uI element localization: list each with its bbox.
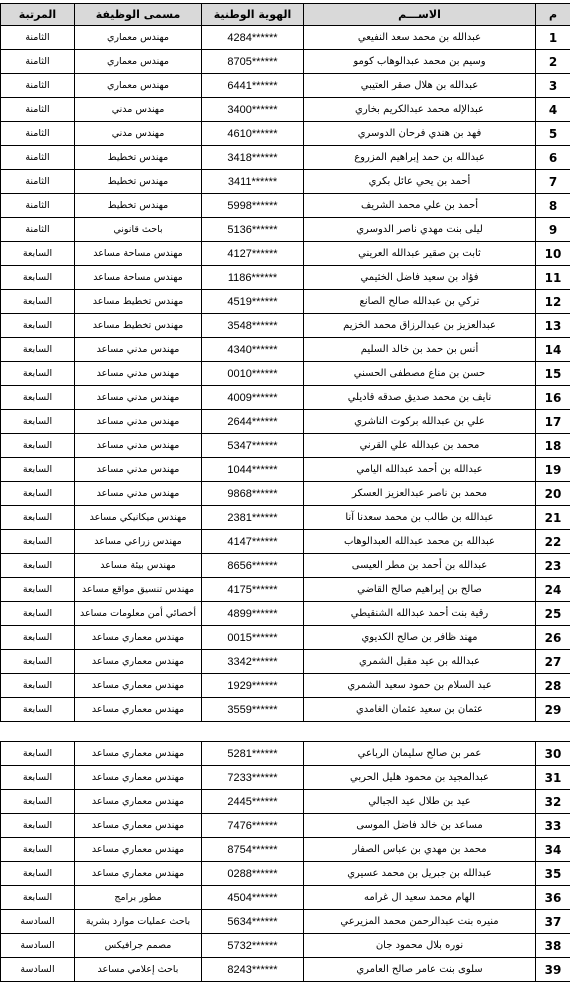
cell-name: سلوى بنت عامر صالح العامري xyxy=(304,958,536,982)
cell-name: عمر بن صالح سليمان الرباعي xyxy=(304,742,536,766)
table-row xyxy=(1,98,570,122)
cell-job: مهندس مدني مساعد xyxy=(75,386,202,410)
cell-rank: السابعة xyxy=(1,650,75,674)
cell-rank: السابعة xyxy=(1,362,75,386)
cell-name: تركي بن عبدالله صالح الصانع xyxy=(304,290,536,314)
cell-num: 12 xyxy=(536,290,570,314)
cell-job: مهندس معماري xyxy=(75,50,202,74)
cell-num: 18 xyxy=(536,434,570,458)
cell-job: مصمم جرافيكس xyxy=(75,934,202,958)
cell-name: عبدالله بن محمد سعد النفيعي xyxy=(304,26,536,50)
cell-rank: السابعة xyxy=(1,838,75,862)
cell-rank: السابعة xyxy=(1,386,75,410)
table-row xyxy=(1,122,570,146)
cell-job: مهندس زراعي مساعد xyxy=(75,530,202,554)
cell-nid: 5281****** xyxy=(202,742,304,766)
cell-job: مهندس معماري مساعد xyxy=(75,814,202,838)
cell-nid: 3418****** xyxy=(202,146,304,170)
cell-job: مهندس معماري xyxy=(75,26,202,50)
cell-name: صالح بن إبراهيم صالح القاضي xyxy=(304,578,536,602)
cell-name: عثمان بن سعيد عثمان الغامدي xyxy=(304,698,536,722)
cell-rank: السابعة xyxy=(1,814,75,838)
cell-num: 13 xyxy=(536,314,570,338)
table-row xyxy=(1,814,570,838)
cell-name: أنس بن حمد بن خالد السليم xyxy=(304,338,536,362)
table-row xyxy=(1,458,570,482)
cell-num: 39 xyxy=(536,958,570,982)
cell-job: مهندس تخطيط xyxy=(75,146,202,170)
cell-num: 38 xyxy=(536,934,570,958)
table-row xyxy=(1,290,570,314)
cell-num: 19 xyxy=(536,458,570,482)
table-row xyxy=(1,838,570,862)
table-row xyxy=(1,242,570,266)
cell-job: مهندس مدني مساعد xyxy=(75,338,202,362)
cell-num: 31 xyxy=(536,766,570,790)
cell-name: عبد السلام بن حمود سعيد الشمري xyxy=(304,674,536,698)
cell-name: فؤاد بن سعيد فاضل الخثيمي xyxy=(304,266,536,290)
cell-rank: الثامنة xyxy=(1,146,75,170)
table-row xyxy=(1,482,570,506)
table-row xyxy=(1,434,570,458)
cell-rank: الثامنة xyxy=(1,194,75,218)
cell-job: مهندس معماري مساعد xyxy=(75,766,202,790)
table-header-row xyxy=(1,4,570,26)
cell-num: 7 xyxy=(536,170,570,194)
table-row xyxy=(1,362,570,386)
cell-name: نوره بلال محمود جان xyxy=(304,934,536,958)
cell-rank: السابعة xyxy=(1,674,75,698)
cell-rank: السابعة xyxy=(1,886,75,910)
cell-nid: 4504****** xyxy=(202,886,304,910)
cell-name: عبدالمجيد بن محمود هليل الحربي xyxy=(304,766,536,790)
employees-table-part-2 xyxy=(0,741,570,982)
table-row xyxy=(1,790,570,814)
table-row xyxy=(1,958,570,982)
table-body-part-2 xyxy=(1,742,570,982)
cell-rank: السابعة xyxy=(1,290,75,314)
cell-name: أحمد بن يحي عائل بكري xyxy=(304,170,536,194)
cell-rank: السابعة xyxy=(1,790,75,814)
cell-job: مهندس مدني مساعد xyxy=(75,362,202,386)
table-row xyxy=(1,26,570,50)
cell-name: عبدالله بن حمد إبراهيم المزروع xyxy=(304,146,536,170)
cell-name: علي بن عبدالله بركوت الناشري xyxy=(304,410,536,434)
header-rank: المرتبة xyxy=(1,4,75,26)
cell-num: 30 xyxy=(536,742,570,766)
cell-job: باحث عمليات موارد بشرية xyxy=(75,910,202,934)
cell-rank: السابعة xyxy=(1,766,75,790)
table-row xyxy=(1,338,570,362)
cell-nid: 4009****** xyxy=(202,386,304,410)
cell-name: محمد بن مهدي بن عباس الصفار xyxy=(304,838,536,862)
cell-name: عبدالله بن محمد عبدالله العبدالوهاب xyxy=(304,530,536,554)
cell-num: 34 xyxy=(536,838,570,862)
cell-num: 16 xyxy=(536,386,570,410)
header-job-title: مسمى الوظيفة xyxy=(75,4,202,26)
cell-job: مهندس بيئة مساعد xyxy=(75,554,202,578)
cell-rank: الثامنة xyxy=(1,26,75,50)
employees-table-part-1 xyxy=(0,3,570,722)
cell-num: 28 xyxy=(536,674,570,698)
cell-job: مهندس تنسيق مواقع مساعد xyxy=(75,578,202,602)
cell-num: 37 xyxy=(536,910,570,934)
header-num: م xyxy=(536,4,570,26)
cell-rank: السابعة xyxy=(1,554,75,578)
cell-name: مهند ظافر بن صالح الكديوي xyxy=(304,626,536,650)
cell-name: فهد بن هندي فرحان الدوسري xyxy=(304,122,536,146)
table-body-part-1 xyxy=(1,26,570,722)
cell-nid: 1044****** xyxy=(202,458,304,482)
cell-rank: الثامنة xyxy=(1,74,75,98)
cell-nid: 3342****** xyxy=(202,650,304,674)
cell-nid: 2445****** xyxy=(202,790,304,814)
cell-num: 11 xyxy=(536,266,570,290)
cell-job: مهندس معماري مساعد xyxy=(75,790,202,814)
cell-job: مهندس معماري مساعد xyxy=(75,862,202,886)
cell-name: عبدالله بن عيد مقبل الشمري xyxy=(304,650,536,674)
cell-name: مساعد بن خالد فاضل الموسى xyxy=(304,814,536,838)
cell-nid: 8705****** xyxy=(202,50,304,74)
cell-num: 9 xyxy=(536,218,570,242)
cell-nid: 5634****** xyxy=(202,910,304,934)
table-row xyxy=(1,218,570,242)
cell-num: 8 xyxy=(536,194,570,218)
cell-nid: 8656****** xyxy=(202,554,304,578)
cell-num: 17 xyxy=(536,410,570,434)
cell-job: مهندس معماري مساعد xyxy=(75,742,202,766)
cell-rank: السابعة xyxy=(1,530,75,554)
cell-name: محمد بن عبدالله علي القرني xyxy=(304,434,536,458)
cell-num: 32 xyxy=(536,790,570,814)
cell-name: عبدالله بن أحمد بن مطر العيسى xyxy=(304,554,536,578)
cell-rank: الثامنة xyxy=(1,98,75,122)
cell-nid: 4147****** xyxy=(202,530,304,554)
cell-name: عبدالله بن أحمد عبدالله اليامي xyxy=(304,458,536,482)
cell-rank: السادسة xyxy=(1,934,75,958)
cell-name: ثابت بن صقير عبدالله العريني xyxy=(304,242,536,266)
table-row xyxy=(1,386,570,410)
cell-job: مطور برامج xyxy=(75,886,202,910)
cell-rank: الثامنة xyxy=(1,218,75,242)
cell-nid: 3559****** xyxy=(202,698,304,722)
cell-name: محمد بن ناصر عبدالعزيز العسكر xyxy=(304,482,536,506)
cell-nid: 9868****** xyxy=(202,482,304,506)
table-row xyxy=(1,886,570,910)
cell-rank: السابعة xyxy=(1,506,75,530)
cell-name: رقية بنت أحمد عبدالله الشنقيطي xyxy=(304,602,536,626)
cell-rank: السابعة xyxy=(1,742,75,766)
cell-nid: 4899****** xyxy=(202,602,304,626)
cell-num: 6 xyxy=(536,146,570,170)
table-row xyxy=(1,602,570,626)
cell-rank: السابعة xyxy=(1,578,75,602)
cell-rank: السادسة xyxy=(1,958,75,982)
cell-num: 4 xyxy=(536,98,570,122)
cell-num: 23 xyxy=(536,554,570,578)
cell-nid: 2644****** xyxy=(202,410,304,434)
cell-nid: 5136****** xyxy=(202,218,304,242)
cell-job: أخصائي أمن معلومات مساعد xyxy=(75,602,202,626)
cell-job: مهندس تخطيط xyxy=(75,170,202,194)
cell-rank: السابعة xyxy=(1,338,75,362)
cell-nid: 5732****** xyxy=(202,934,304,958)
cell-num: 21 xyxy=(536,506,570,530)
cell-name: عيد بن طلال عيد الجبالي xyxy=(304,790,536,814)
cell-job: مهندس معماري مساعد xyxy=(75,698,202,722)
cell-job: مهندس مدني مساعد xyxy=(75,434,202,458)
cell-job: مهندس معماري xyxy=(75,74,202,98)
cell-name: عبدالإله محمد عبدالكريم بخاري xyxy=(304,98,536,122)
cell-nid: 4284****** xyxy=(202,26,304,50)
cell-name: أحمد بن علي محمد الشريف xyxy=(304,194,536,218)
cell-num: 29 xyxy=(536,698,570,722)
cell-rank: السابعة xyxy=(1,698,75,722)
cell-nid: 0288****** xyxy=(202,862,304,886)
cell-job: مهندس معماري مساعد xyxy=(75,674,202,698)
cell-rank: السابعة xyxy=(1,434,75,458)
cell-nid: 8243****** xyxy=(202,958,304,982)
cell-nid: 6441****** xyxy=(202,74,304,98)
table-row xyxy=(1,698,570,722)
cell-nid: 8754****** xyxy=(202,838,304,862)
header-national-id: الهوية الوطنية xyxy=(202,4,304,26)
table-row xyxy=(1,74,570,98)
cell-job: مهندس مساحة مساعد xyxy=(75,242,202,266)
cell-rank: السابعة xyxy=(1,410,75,434)
cell-num: 36 xyxy=(536,886,570,910)
cell-num: 24 xyxy=(536,578,570,602)
cell-rank: السابعة xyxy=(1,242,75,266)
table-row xyxy=(1,194,570,218)
cell-job: باحث قانوني xyxy=(75,218,202,242)
cell-rank: السابعة xyxy=(1,458,75,482)
table-row xyxy=(1,578,570,602)
table-row xyxy=(1,170,570,194)
cell-num: 33 xyxy=(536,814,570,838)
cell-name: وسيم بن محمد عبدالوهاب كومو xyxy=(304,50,536,74)
cell-nid: 4175****** xyxy=(202,578,304,602)
cell-num: 35 xyxy=(536,862,570,886)
cell-job: مهندس تخطيط xyxy=(75,194,202,218)
table-row xyxy=(1,742,570,766)
cell-job: مهندس مدني مساعد xyxy=(75,458,202,482)
cell-nid: 3411****** xyxy=(202,170,304,194)
cell-nid: 2381****** xyxy=(202,506,304,530)
cell-name: ليلى بنت مهدي ناصر الدوسري xyxy=(304,218,536,242)
table-row xyxy=(1,934,570,958)
cell-nid: 7233****** xyxy=(202,766,304,790)
cell-num: 14 xyxy=(536,338,570,362)
cell-nid: 0010****** xyxy=(202,362,304,386)
cell-rank: السابعة xyxy=(1,482,75,506)
cell-rank: السابعة xyxy=(1,314,75,338)
cell-rank: السابعة xyxy=(1,266,75,290)
cell-rank: الثامنة xyxy=(1,122,75,146)
cell-job: مهندس معماري مساعد xyxy=(75,626,202,650)
cell-nid: 7476****** xyxy=(202,814,304,838)
header-name: الاســـم xyxy=(304,4,536,26)
cell-nid: 5347****** xyxy=(202,434,304,458)
cell-num: 5 xyxy=(536,122,570,146)
cell-name: الهام محمد سعيد ال غرامه xyxy=(304,886,536,910)
cell-name: نايف بن محمد صديق صدقه قاديلي xyxy=(304,386,536,410)
cell-job: مهندس ميكانيكي مساعد xyxy=(75,506,202,530)
table-row xyxy=(1,146,570,170)
cell-rank: السابعة xyxy=(1,626,75,650)
page-edge-mark xyxy=(0,818,4,828)
cell-job: مهندس مدني مساعد xyxy=(75,410,202,434)
cell-rank: السابعة xyxy=(1,602,75,626)
cell-job: مهندس مدني مساعد xyxy=(75,482,202,506)
cell-name: منيره بنت عبدالرحمن محمد المزيرعي xyxy=(304,910,536,934)
cell-name: حسن بن مناع مصطفى الحسني xyxy=(304,362,536,386)
cell-nid: 4127****** xyxy=(202,242,304,266)
cell-num: 1 xyxy=(536,26,570,50)
table-row xyxy=(1,50,570,74)
cell-job: مهندس معماري مساعد xyxy=(75,650,202,674)
cell-num: 25 xyxy=(536,602,570,626)
cell-nid: 1929****** xyxy=(202,674,304,698)
cell-job: باحث إعلامي مساعد xyxy=(75,958,202,982)
cell-job: مهندس تخطيط مساعد xyxy=(75,314,202,338)
cell-num: 20 xyxy=(536,482,570,506)
cell-job: مهندس مساحة مساعد xyxy=(75,266,202,290)
table-row xyxy=(1,410,570,434)
table-row xyxy=(1,314,570,338)
cell-name: عبدالله بن هلال صقر العتيبي xyxy=(304,74,536,98)
table-row xyxy=(1,910,570,934)
cell-nid: 3400****** xyxy=(202,98,304,122)
cell-job: مهندس تخطيط مساعد xyxy=(75,290,202,314)
cell-num: 10 xyxy=(536,242,570,266)
cell-name: عبدالعزيز بن عبدالرزاق محمد الخزيم xyxy=(304,314,536,338)
cell-num: 3 xyxy=(536,74,570,98)
cell-num: 22 xyxy=(536,530,570,554)
cell-job: مهندس معماري مساعد xyxy=(75,838,202,862)
cell-rank: السادسة xyxy=(1,910,75,934)
cell-nid: 1186****** xyxy=(202,266,304,290)
cell-name: عبدالله بن جبريل بن محمد عسيري xyxy=(304,862,536,886)
cell-nid: 3548****** xyxy=(202,314,304,338)
table-row xyxy=(1,626,570,650)
cell-num: 27 xyxy=(536,650,570,674)
cell-job: مهندس مدني xyxy=(75,98,202,122)
table-row xyxy=(1,674,570,698)
table-row xyxy=(1,266,570,290)
cell-nid: 4519****** xyxy=(202,290,304,314)
table-row xyxy=(1,530,570,554)
cell-num: 2 xyxy=(536,50,570,74)
cell-nid: 0015****** xyxy=(202,626,304,650)
table-row xyxy=(1,506,570,530)
cell-rank: الثامنة xyxy=(1,170,75,194)
cell-nid: 4610****** xyxy=(202,122,304,146)
table-row xyxy=(1,554,570,578)
table-row xyxy=(1,650,570,674)
cell-num: 15 xyxy=(536,362,570,386)
cell-nid: 4340****** xyxy=(202,338,304,362)
cell-rank: السابعة xyxy=(1,862,75,886)
cell-name: عبدالله بن طالب بن محمد سعدنا آنا xyxy=(304,506,536,530)
cell-job: مهندس مدني xyxy=(75,122,202,146)
table-row xyxy=(1,862,570,886)
cell-nid: 5998****** xyxy=(202,194,304,218)
table-row xyxy=(1,766,570,790)
cell-rank: الثامنة xyxy=(1,50,75,74)
cell-num: 26 xyxy=(536,626,570,650)
